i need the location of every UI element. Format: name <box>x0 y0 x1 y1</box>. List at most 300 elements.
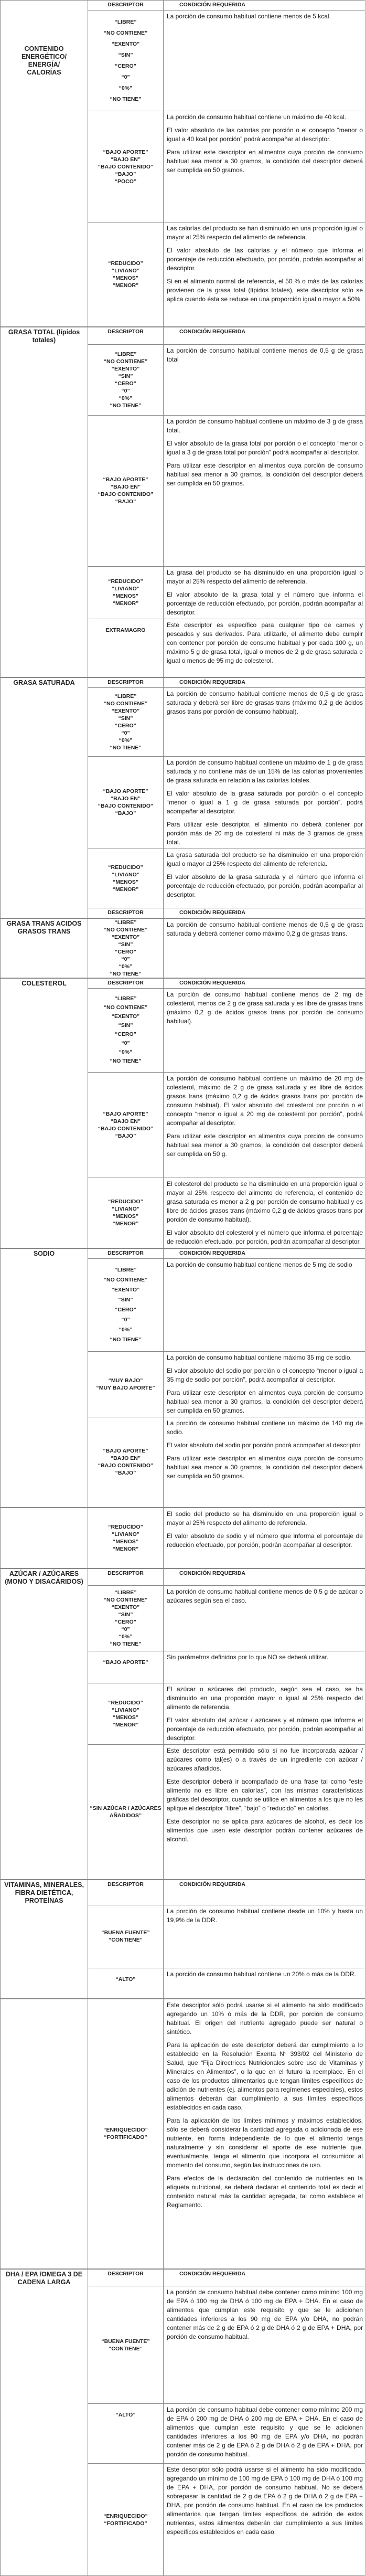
nutrient-label: DHA / EPA /OMEGA 3 DE CADENA LARGA <box>1 2271 88 2286</box>
descriptor-term: “NO CONTIENE” <box>88 1275 163 1285</box>
descriptor-term: “MENOS” <box>88 878 163 886</box>
descriptor-term: “0” <box>88 387 163 395</box>
table-row <box>1 222 365 327</box>
nutrient-label: COLESTEROL <box>1 980 88 988</box>
descriptor-term: “LIVIANO” <box>88 871 163 878</box>
condition-cell <box>164 1508 365 1568</box>
condition-cell <box>164 1178 365 1248</box>
descriptor-term: “CERO” <box>88 1305 163 1315</box>
descriptor-term: “0%” <box>88 83 163 94</box>
condition-cell <box>164 566 365 619</box>
table-header-row <box>1 1568 365 1586</box>
section-table <box>0 1248 365 1508</box>
descriptor-cell <box>88 687 164 756</box>
descriptor-term: “BUENA FUENTE” <box>88 2338 163 2345</box>
descriptor-term: “SIN” <box>88 715 163 722</box>
descriptor-cell <box>88 1072 164 1178</box>
descriptor-term: “LIBRE” <box>88 17 163 28</box>
table-header-row <box>1 1 365 10</box>
descriptor-term: “CONTIENE” <box>88 1936 163 1944</box>
descriptor-term: “LIVIANO” <box>88 1205 163 1213</box>
descriptor-term: “MENOS” <box>88 1714 163 1721</box>
descriptor-header: DESCRIPTOR <box>88 978 164 988</box>
condition-cell <box>164 2286 365 2404</box>
nutrient-label-cell <box>1 2404 88 2464</box>
descriptor-term: “LIVIANO” <box>88 267 163 274</box>
table-row <box>1 1968 365 1998</box>
descriptor-header: DESCRIPTOR <box>88 1248 164 1258</box>
descriptor-term: “LIVIANO” <box>88 1706 163 1714</box>
descriptor-cell <box>88 1683 164 1745</box>
descriptor-term: “NO CONTIENE” <box>88 358 163 365</box>
descriptor-header: DESCRIPTOR <box>88 1568 164 1586</box>
descriptor-cell <box>88 1586 164 1651</box>
descriptor-term: “LIBRE” <box>88 919 163 926</box>
condition-paragraph: Este descriptor no se aplica para azúcares de alcohol, es decir los alimentos que usen este descriptor podrán contener azúcares de alcohol. <box>167 1817 363 1844</box>
nutrient-label-cell <box>1 756 88 849</box>
descriptor-term: “MENOR” <box>88 600 163 607</box>
descriptor-cell <box>88 1351 164 1417</box>
descriptor-cell <box>88 222 164 327</box>
condition-paragraph: El valor absoluto de las calorías y el número que informa el porcentaje de reducción efectuado, por porción, podrán acompañar al descriptor. <box>167 246 363 273</box>
table-row <box>1 2404 365 2464</box>
table-header-row <box>1 677 365 687</box>
table-row <box>1 1905 365 1968</box>
condition-paragraph: La porción de consumo habitual contiene un 20% o más de la DDR. <box>167 1970 363 1979</box>
descriptor-term: “MUY BAJO APORTE” <box>88 1384 163 1392</box>
descriptor-term: “SIN AZÚCAR / AZÚCARES AÑADIDOS” <box>88 1805 163 1819</box>
condition-cell <box>164 222 365 327</box>
section-table <box>0 1880 365 1999</box>
nutrient-label: GRASA TRANS ACIDOS GRASOS TRANS <box>1 920 88 936</box>
nutrient-label-cell <box>1 1905 88 1968</box>
condition-cell <box>164 1968 365 1998</box>
descriptor-term: “MENOS” <box>88 1538 163 1545</box>
descriptor-cell <box>88 1258 164 1351</box>
descriptor-term: “BUENA FUENTE” <box>88 1929 163 1936</box>
descriptor-term: “EXENTO” <box>88 1285 163 1295</box>
condition-paragraph: Para utilizar este descriptor en alimentos cuya porción de consumo habitual sea menor a 30 gramos, la condición del descriptor deberá ser cumplida en 50 gramos. <box>167 1454 363 1481</box>
nutrient-label-cell <box>1 687 88 756</box>
descriptor-term: “EXENTO” <box>88 707 163 715</box>
descriptor-cell <box>88 415 164 566</box>
descriptor-term: “MENOS” <box>88 592 163 600</box>
table-row <box>1 415 365 566</box>
nutrient-label-cell <box>1 1568 88 1586</box>
nutrient-label: CONTENIDO ENERGÉTICO/ ENERGÍA/ CALORÍAS <box>11 45 77 77</box>
descriptor-term: “NO TIENE” <box>88 970 163 978</box>
descriptor-term: “BAJO CONTENIDO” <box>88 1462 163 1469</box>
condition-paragraph: El azúcar o azúcares del producto, según sea el caso, se ha disminuido en una proporción mayor o igual al 25% respecto del alimento de referencia. <box>167 1685 363 1712</box>
section-table <box>0 677 365 918</box>
descriptor-term: “REDUCIDO” <box>88 1198 163 1205</box>
table-row <box>1 1178 365 1248</box>
condition-cell <box>164 415 365 566</box>
condition-cell <box>164 1072 365 1178</box>
condition-paragraph: Para utilizar este descriptor en alimentos cuya porción de consumo habitual sea menor a 30 gramos, la condición del descriptor deberá ser cumplida en 50 gramos. <box>167 148 363 175</box>
condition-paragraph: La porción de consumo habitual contiene menos de 0,5 g de grasa total <box>167 346 363 364</box>
condition-paragraph: El valor absoluto de la grasa saturada por porción o el concepto “menor o igual a 1 g de grasa saturada por porción”, podrá acompañar al descriptor. <box>167 789 363 816</box>
condition-paragraph: El valor absoluto de sodio y el número que informa el porcentaje de reducción efectuado, por porción, podrán acompañar al descriptor. <box>167 1532 363 1550</box>
nutrient-label-cell <box>1 1683 88 1745</box>
descriptor-term: “MENOR” <box>88 1220 163 1227</box>
descriptor-term: “ALTO” <box>88 2411 163 2419</box>
nutrient-label-cell <box>1 222 88 327</box>
table-row <box>1 988 365 1072</box>
table-header-row <box>1 978 365 988</box>
nutrient-label-cell <box>1 344 88 415</box>
nutrient-label-cell <box>1 849 88 908</box>
condition-paragraph: La porción de consumo habitual contiene un máximo de 40 kcal. <box>167 113 363 122</box>
condition-cell <box>164 344 365 415</box>
table-row <box>1 2464 365 2576</box>
descriptor-cell <box>88 111 164 222</box>
condition-paragraph: Para utilizar este descriptor en alimentos cuya porción de consumo habitual sea menor a 30 gramos, la condición del descriptor deberá ser cumplida en 50 g. <box>167 1132 363 1159</box>
descriptor-term: “BAJO” <box>88 810 163 817</box>
nutrient-label-cell <box>1 1745 88 1880</box>
nutrient-label-cell <box>1 566 88 619</box>
condition-cell <box>164 849 365 908</box>
table-row <box>1 1351 365 1417</box>
descriptor-term: “NO TIENE” <box>88 1057 163 1066</box>
descriptor-cell <box>88 2404 164 2464</box>
descriptor-cell <box>88 10 164 111</box>
nutrient-label-cell <box>1 2269 88 2286</box>
descriptor-term: “SIN” <box>88 1295 163 1305</box>
descriptor-term: “BAJO” <box>88 1132 163 1140</box>
condition-paragraph: Para la aplicación de este descriptor deberá dar cumplimiento a lo establecido en la Resolución Exenta N° 393/02 del Ministerio de Salud, que “Fija Directrices Nutricionales sobre uso de Vitaminas y Minerales en Alimentos”, o la que en el futuro la reemplace. En el caso de los productos alimentarios que tengan límites específicos de adición de nutrientes (ej. alimentos para regímenes especiales), estos alimentos deberán dar cumplimiento a sus límites específicos establecidos en cada caso. <box>167 2041 363 2112</box>
table-row <box>1 1508 365 1568</box>
descriptor-term: “0” <box>88 1626 163 1633</box>
table-row <box>1 1745 365 1880</box>
descriptor-term: “BAJO APORTE” <box>88 1110 163 1118</box>
table-row <box>1 2286 365 2404</box>
table-row <box>1 687 365 756</box>
section-table <box>0 978 365 1248</box>
descriptor-term: “LIBRE” <box>88 1589 163 1596</box>
descriptor-term: “MENOR” <box>88 886 163 893</box>
descriptor-term: “BAJO” <box>88 498 163 505</box>
descriptor-term: “FORTIFICADO” <box>88 2134 163 2141</box>
condition-cell <box>164 1999 365 2268</box>
descriptor-term: “ENRIQUECIDO” <box>88 2126 163 2134</box>
descriptor-term: “0%” <box>88 737 163 744</box>
condition-paragraph: La grasa saturada del producto se ha disminuido en una proporción igual o mayor al 25% respecto del alimento de referencia. <box>167 851 363 868</box>
descriptor-header: DESCRIPTOR <box>88 327 164 345</box>
descriptor-term: “ENRIQUECIDO” <box>88 2513 163 2520</box>
condition-cell <box>164 1651 365 1683</box>
descriptor-header: DESCRIPTOR <box>88 1880 164 1905</box>
condition-paragraph: La porción de consumo habitual contiene máximo 35 mg de sodio. <box>167 1353 363 1362</box>
descriptor-term: “MUY BAJO” <box>88 1377 163 1384</box>
nutrient-label: AZÚCAR / AZÚCARES (MONO Y DISACÁRIDOS) <box>1 1570 88 1586</box>
descriptor-term: “POCO” <box>88 178 163 185</box>
condition-paragraph: La porción de consumo habitual contiene menos de 5 kcal. <box>167 12 363 21</box>
descriptor-term: “MENOR” <box>88 282 163 289</box>
descriptor-cell <box>88 1745 164 1880</box>
condition-paragraph: Para utilizar este descriptor, el alimento no deberá contener por porción más de 20 mg de colesterol ni más de 3 gramos de grasa total. <box>167 820 363 847</box>
descriptor-term: “BAJO EN” <box>88 483 163 491</box>
condition-paragraph: La porción de consumo habitual contiene menos de 5 mg de sodio <box>167 1260 363 1269</box>
condition-cell <box>164 111 365 222</box>
table-row <box>1 1586 365 1651</box>
condition-header: CONDICIÓN REQUERIDA <box>164 677 365 687</box>
nutrient-label-cell <box>1 1586 88 1651</box>
descriptor-cell <box>88 756 164 849</box>
table-row <box>1 111 365 222</box>
nutrient-label-cell <box>1 1880 88 1905</box>
descriptor-cell <box>88 849 164 908</box>
table-header-row <box>1 1248 365 1258</box>
condition-paragraph: El valor absoluto del sodio por porción podrá acompañar al descriptor. <box>167 1441 363 1450</box>
descriptor-term: “NO CONTIENE” <box>88 1596 163 1604</box>
condition-header: CONDICIÓN REQUERIDA <box>164 1248 365 1258</box>
nutrient-label-cell <box>1 1 88 10</box>
condition-paragraph: La porción de consumo habitual contiene un máximo de 140 mg de sodio. <box>167 1419 363 1437</box>
descriptor-term: “SIN” <box>88 941 163 948</box>
descriptor-term: “BAJO” <box>88 171 163 178</box>
descriptor-term: “BAJO EN” <box>88 1118 163 1125</box>
descriptor-term: “0” <box>88 72 163 83</box>
descriptor-term: “SIN” <box>88 373 163 380</box>
condition-cell <box>164 918 365 978</box>
table-row <box>1 1417 365 1507</box>
descriptor-term: “0” <box>88 956 163 963</box>
descriptor-term: “LIVIANO” <box>88 1531 163 1538</box>
descriptor-term: “BAJO CONTENIDO” <box>88 1125 163 1132</box>
condition-paragraph: El valor absoluto del colesterol y el número que informa el porcentaje de reducción efectuado, por porción, podrán acompañar al descriptor. <box>167 1228 363 1246</box>
condition-paragraph: El valor absoluto del sodio por porción o el concepto “menor o igual a 35 mg de sodio por porción”, podrá acompañar al descriptor. <box>167 1366 363 1384</box>
condition-paragraph: El valor absoluto de la grasa total por porción o el concepto “menor o igual a 3 g de grasa total por porción” podrá acompañar al descriptor. <box>167 439 363 457</box>
condition-paragraph: Este descriptor deberá ir acompañado de una frase tal como “este alimento no es libre en calorías”, con las mismas características gráficas del descriptor, cuando se utilice en alimentos a los que no les aplique el descriptor “libre”, “bajo” o “reducido” en calorías. <box>167 1777 363 1813</box>
section-table <box>0 1999 365 2269</box>
condition-cell <box>164 10 365 111</box>
condition-paragraph: La porción de consumo habitual contiene un máximo de 20 mg de colesterol, máximo de 2 g de grasa saturada y es libre de ácidos grasos trans (máximo 0,2 g de ácidos grasos trans por porción de consumo habitual). El valor absoluto del colesterol por porción o el concepto “menor o igual a 20 mg de colesterol por porción”, podrá acompañar al descriptor. <box>167 1074 363 1128</box>
nutrient-label-cell <box>1 1072 88 1178</box>
descriptor-term: “0%” <box>88 963 163 970</box>
nutrient-label-cell <box>1 918 88 978</box>
descriptor-term: “NO CONTIENE” <box>88 1003 163 1012</box>
table-header-row <box>1 908 365 918</box>
nutrient-label-cell <box>1 1508 88 1568</box>
condition-paragraph: El valor absoluto de la grasa total y el número que informa el porcentaje de reducción efectuado, por porción, podrán acompañar al descriptor. <box>167 590 363 617</box>
nutrient-label-cell <box>1 988 88 1072</box>
descriptor-term: “BAJO APORTE” <box>88 1447 163 1455</box>
condition-paragraph: La porción de consumo habitual contiene menos de 0,5 g de grasa saturada y deberá contener como máximo 0,2 g de grasas trans. <box>167 920 363 938</box>
condition-cell <box>164 1258 365 1351</box>
descriptor-term: “BAJO CONTENIDO” <box>88 802 163 810</box>
descriptor-term: “MENOS” <box>88 1213 163 1220</box>
descriptor-term: “CONTIENE” <box>88 2345 163 2352</box>
descriptor-term: “LIBRE” <box>88 351 163 358</box>
descriptor-term: “REDUCIDO” <box>88 864 163 871</box>
descriptor-cell <box>88 1508 164 1568</box>
condition-header: CONDICIÓN REQUERIDA <box>164 1 365 10</box>
section-table <box>0 327 365 677</box>
condition-cell <box>164 2404 365 2464</box>
descriptor-term: “CERO” <box>88 948 163 956</box>
nutrient-label-cell <box>1 978 88 988</box>
descriptor-cell <box>88 1417 164 1507</box>
condition-header: CONDICIÓN REQUERIDA <box>164 908 365 918</box>
nutrient-label-cell <box>1 1248 88 1258</box>
nutrient-label-cell <box>1 10 88 111</box>
condition-paragraph: Para utilizar este descriptor en alimentos cuya porción de consumo habitual sea menor a 30 gramos, la condición del descriptor deberá ser cumplida en 50 gramos. <box>167 461 363 488</box>
descriptor-term: “EXENTO” <box>88 1012 163 1021</box>
descriptor-term: “MENOR” <box>88 1721 163 1729</box>
condition-cell <box>164 687 365 756</box>
descriptor-term: “0” <box>88 1315 163 1325</box>
descriptor-term: “MENOR” <box>88 1545 163 1553</box>
descriptor-term: “BAJO” <box>88 1469 163 1477</box>
condition-cell <box>164 1745 365 1880</box>
descriptor-term: “BAJO EN” <box>88 156 163 163</box>
condition-header: CONDICIÓN REQUERIDA <box>164 1568 365 1586</box>
descriptor-term: “CERO” <box>88 380 163 387</box>
table-row <box>1 566 365 619</box>
nutrient-label-cell <box>1 908 88 918</box>
descriptor-term: “SIN” <box>88 50 163 61</box>
nutrient-label: GRASA SATURADA <box>1 679 88 687</box>
descriptor-term: “0” <box>88 729 163 737</box>
section-table <box>0 1508 365 1568</box>
descriptor-term: “LIBRE” <box>88 693 163 700</box>
nutrient-label: VITAMINAS, MINERALES, FIBRA DIETÉTICA, PROTEÍNAS <box>1 1881 88 1905</box>
table-row <box>1 849 365 908</box>
condition-paragraph: La porción de consumo habitual contiene un máximo de 3 g de grasa total. <box>167 417 363 435</box>
descriptor-cell <box>88 566 164 619</box>
condition-cell <box>164 2464 365 2576</box>
descriptor-term: “0%” <box>88 1325 163 1335</box>
table-row <box>1 10 365 111</box>
condition-header: CONDICIÓN REQUERIDA <box>164 2269 365 2286</box>
descriptor-term: “LIBRE” <box>88 994 163 1003</box>
descriptor-term: “EXENTO” <box>88 1604 163 1611</box>
descriptor-term: “NO TIENE” <box>88 1335 163 1345</box>
condition-cell <box>164 1417 365 1507</box>
table-row <box>1 918 365 978</box>
nutrient-label-cell <box>1 1351 88 1417</box>
condition-paragraph: El valor absoluto de las calorías por porción o el concepto “menor o igual a 40 kcal por porción” podrá acompañar al descriptor. <box>167 126 363 144</box>
condition-cell <box>164 619 365 677</box>
descriptor-cell <box>88 1999 164 2268</box>
descriptor-term: “NO CONTIENE” <box>88 926 163 934</box>
condition-paragraph: El valor absoluto del azúcar / azúcares y el número que informa el porcentaje de reducción efectuado, por porción, podrán acompañar al descriptor. <box>167 1716 363 1743</box>
descriptor-term: “REDUCIDO” <box>88 1523 163 1531</box>
condition-paragraph: La porción de consumo habitual contiene menos de 0,5 g de grasa saturada y deberá ser libre de grasas trans (máximo 0,2 g de ácidos grasos trans por porción de consumo habitual). <box>167 690 363 716</box>
section-table <box>0 0 365 327</box>
descriptor-term: “NO CONTIENE” <box>88 700 163 707</box>
nutrient-label-cell <box>1 111 88 222</box>
descriptor-header: DESCRIPTOR <box>88 2269 164 2286</box>
condition-cell <box>164 1905 365 1968</box>
descriptor-term: “REDUCIDO” <box>88 1699 163 1706</box>
descriptor-cell <box>88 344 164 415</box>
descriptor-term: “CERO” <box>88 1030 163 1039</box>
section-table <box>0 2269 365 2576</box>
nutrient-label-cell <box>1 1999 88 2268</box>
descriptor-term: “0%” <box>88 1048 163 1057</box>
descriptor-term: “REDUCIDO” <box>88 578 163 585</box>
nutrient-label-cell <box>1 2286 88 2404</box>
descriptor-cell <box>88 619 164 677</box>
condition-paragraph: La porción de consumo habitual debe contener como mínimo 200 mg de EPA ó 200 mg de DHA ó 200 mg de EPA + DHA. En el caso de alimentos que cumplan este requisito y que se le adicionen cantidades inferiores a los 90 mg de EPA y/o DHA, no podrán contener más de 2 g de EPA ó 2 g de DHA ó 2 g de EPA + DHA, por porción de consumo habitual. <box>167 2405 363 2459</box>
descriptor-term: “NO TIENE” <box>88 94 163 105</box>
descriptor-term: “0%” <box>88 1633 163 1640</box>
condition-paragraph: La porción de consumo habitual contiene menos de 2 mg de colesterol, menos de 2 g de grasa saturada y es libre de grasas trans (máximo 0,2 g de ácidos grasos trans por porción de consumo habitual). <box>167 990 363 1026</box>
condition-cell <box>164 1351 365 1417</box>
table-header-row <box>1 1880 365 1905</box>
condition-paragraph: La porción de consumo habitual contiene un máximo de 1 g de grasa saturada y no contiene más de un 15% de las calorías provenientes de grasa saturada en relación a las calorías totales. <box>167 758 363 785</box>
nutrient-label-cell <box>1 327 88 345</box>
condition-paragraph: Este descriptor es específico para cualquier tipo de carnes y pescados y sus derivados. Para utilizarlo, el alimento debe cumplir con contener por porción de consumo habitual y por cada 100 g, un máximo 5 g de grasa total, igual o menos de 2 g de grasa saturada e igual o menos de 95 mg de colesterol. <box>167 621 363 665</box>
nutrient-label-cell <box>1 1258 88 1351</box>
condition-paragraph: Para la aplicación de los límites mínimos y máximos establecidos, sólo se deberá considerar la cantidad agregada o adicionada de ese nutriente, en forma independiente de lo que el alimento tenga naturalmente y sin considerar el aporte de ese nutriente que, eventualmente, tenga el alimento que incorpora el consumidor al momento del consumo, según las instrucciones de uso. <box>167 2116 363 2170</box>
descriptor-term: “SIN” <box>88 1611 163 1618</box>
table-row <box>1 1651 365 1683</box>
condition-paragraph: La grasa del producto se ha disminuido en una proporción igual o mayor al 25% respecto del alimento de referencia. <box>167 568 363 586</box>
descriptor-term: “BAJO APORTE” <box>88 1659 163 1666</box>
descriptor-term: “LIVIANO” <box>88 585 163 592</box>
descriptor-term: “CERO” <box>88 61 163 72</box>
condition-header: CONDICIÓN REQUERIDA <box>164 327 365 345</box>
table-header-row <box>1 2269 365 2286</box>
condition-paragraph: El colesterol del producto se ha disminuido en una proporción igual o mayor al 25% respecto del alimento de referencia, el contenido de grasa saturada es menor a 2 g por porción de consumo habitual y es libre de ácidos grasos trans (máximo 0,2 g de ácidos grasos trans por porción de consumo habitual). <box>167 1180 363 1224</box>
descriptor-term: “BAJO APORTE” <box>88 149 163 156</box>
table-row <box>1 1072 365 1178</box>
nutrient-label-cell <box>1 1417 88 1507</box>
section-table <box>0 918 365 978</box>
descriptor-term: “BAJO APORTE” <box>88 476 163 483</box>
descriptor-term: “BAJO EN” <box>88 795 163 802</box>
descriptor-cell <box>88 918 164 978</box>
condition-paragraph: El sodio del producto se ha disminuido en una proporción igual o mayor al 25% respecto del alimento de referencia. <box>167 1510 363 1528</box>
descriptor-term: “BAJO CONTENIDO” <box>88 491 163 498</box>
table-row <box>1 619 365 677</box>
condition-paragraph: La porción de consumo habitual contiene menos de 0,5 g de azúcar o azúcares según sea el caso. <box>167 1587 363 1605</box>
descriptor-term: “CERO” <box>88 722 163 729</box>
condition-cell <box>164 988 365 1072</box>
condition-cell <box>164 1586 365 1651</box>
condition-paragraph: Sin parámetros definidos por lo que NO se deberá utilizar. <box>167 1653 363 1662</box>
descriptor-term: “BAJO APORTE” <box>88 788 163 795</box>
descriptor-term: “0%” <box>88 395 163 402</box>
descriptor-header: DESCRIPTOR <box>88 677 164 687</box>
condition-header: CONDICIÓN REQUERIDA <box>164 1880 365 1905</box>
nutrient-label-cell <box>1 619 88 677</box>
descriptor-cell <box>88 1178 164 1248</box>
table-row <box>1 1683 365 1745</box>
table-row <box>1 1999 365 2268</box>
table-row <box>1 1258 365 1351</box>
descriptor-cell <box>88 2286 164 2404</box>
condition-paragraph: La porción de consumo habitual debe contener como mínimo 100 mg de EPA ó 100 mg de DHA ó 100 mg de EPA + DHA. En el caso de alimentos que cumplan este requisito y que se le adicionen cantidades inferiores a los 90 mg de EPA y/o DHA, no podrán contener más de 2 g de EPA ó 2 g de DHA ó 2 g de EPA + DHA, por porción de consumo habitual. <box>167 2288 363 2341</box>
nutrient-label-cell <box>1 415 88 566</box>
descriptor-term: “NO TIENE” <box>88 402 163 409</box>
condition-paragraph: Para utilizar este descriptor en alimentos cuya porción de consumo habitual sea menor a 30 gramos, la condición del descriptor deberá ser cumplida en 50 gramos. <box>167 1388 363 1415</box>
condition-paragraph: Si en el alimento normal de referencia, el 50 % o más de las calorías provienen de la grasa total (lípidos totales), este descriptor sólo se aplica cuando ésta se reduce en una proporción igual o mayor a 50%. <box>167 277 363 304</box>
nutrient-label-cell <box>1 2464 88 2576</box>
descriptor-term: “NO TIENE” <box>88 1640 163 1648</box>
descriptor-cell <box>88 2464 164 2576</box>
table-row <box>1 344 365 415</box>
descriptor-term: “EXENTO” <box>88 934 163 941</box>
descriptor-term: “SIN” <box>88 1021 163 1030</box>
descriptor-term: “0” <box>88 1039 163 1048</box>
nutrient-label: SODIO <box>1 1250 88 1258</box>
descriptor-term: “REDUCIDO” <box>88 260 163 267</box>
descriptor-term: “ALTO” <box>88 1976 163 1983</box>
